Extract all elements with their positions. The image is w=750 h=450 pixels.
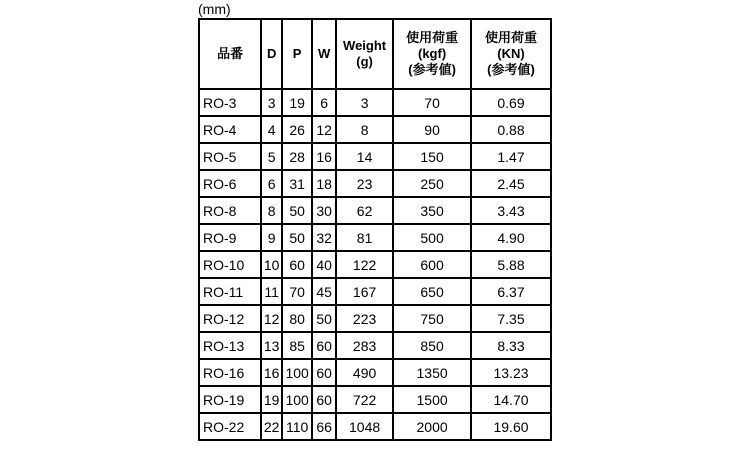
cell-weight: 283: [336, 332, 393, 359]
cell-p: 70: [282, 278, 312, 305]
cell-d: 9: [261, 224, 282, 251]
header-row: [199, 19, 551, 89]
cell-weight: 62: [336, 197, 393, 224]
cell-weight: 81: [336, 224, 393, 251]
cell-p: 100: [282, 386, 312, 413]
cell-d: 13: [261, 332, 282, 359]
cell-w: 12: [312, 116, 336, 143]
cell-name: RO-3: [199, 89, 261, 116]
cell-name: RO-5: [199, 143, 261, 170]
cell-weight: 122: [336, 251, 393, 278]
cell-kgf: 2000: [393, 413, 471, 440]
cell-kn: 13.23: [471, 359, 551, 386]
cell-d: 3: [261, 89, 282, 116]
cell-p: 85: [282, 332, 312, 359]
cell-p: 80: [282, 305, 312, 332]
cell-kgf: 250: [393, 170, 471, 197]
cell-name: RO-10: [199, 251, 261, 278]
header-load-kn: [471, 19, 551, 89]
cell-kn: 4.90: [471, 224, 551, 251]
cell-p: 31: [282, 170, 312, 197]
cell-w: 6: [312, 89, 336, 116]
cell-w: 16: [312, 143, 336, 170]
cell-p: 28: [282, 143, 312, 170]
cell-p: 110: [282, 413, 312, 440]
header-weight: [336, 19, 393, 89]
cell-name: RO-12: [199, 305, 261, 332]
header-d: D: [261, 19, 282, 89]
cell-w: 18: [312, 170, 336, 197]
cell-kgf: 70: [393, 89, 471, 116]
cell-p: 60: [282, 251, 312, 278]
cell-weight: 722: [336, 386, 393, 413]
table-header: [199, 19, 551, 89]
cell-kn: 2.45: [471, 170, 551, 197]
cell-name: RO-8: [199, 197, 261, 224]
cell-kn: 19.60: [471, 413, 551, 440]
cell-p: 50: [282, 224, 312, 251]
cell-name: RO-16: [199, 359, 261, 386]
cell-kgf: 500: [393, 224, 471, 251]
cell-weight: 223: [336, 305, 393, 332]
header-load-kgf-line1: 使用荷重: [406, 30, 459, 45]
cell-weight: 14: [336, 143, 393, 170]
cell-d: 8: [261, 197, 282, 224]
cell-weight: 23: [336, 170, 393, 197]
table-row: [199, 413, 551, 440]
cell-kn: 14.70: [471, 386, 551, 413]
cell-w: 40: [312, 251, 336, 278]
cell-kn: 3.43: [471, 197, 551, 224]
table-row: [199, 278, 551, 305]
cell-w: 60: [312, 386, 336, 413]
cell-name: RO-4: [199, 116, 261, 143]
cell-name: RO-11: [199, 278, 261, 305]
cell-kgf: 850: [393, 332, 471, 359]
cell-kn: 0.69: [471, 89, 551, 116]
cell-kgf: 750: [393, 305, 471, 332]
header-weight-line1: Weight: [343, 38, 387, 53]
cell-kn: 6.37: [471, 278, 551, 305]
table-row: [199, 359, 551, 386]
table-row: [199, 224, 551, 251]
table-row: [199, 170, 551, 197]
header-weight-line2: (g): [356, 54, 373, 69]
header-name: 品番: [199, 19, 261, 89]
cell-w: 60: [312, 332, 336, 359]
table-row: [199, 116, 551, 143]
cell-w: 60: [312, 359, 336, 386]
cell-weight: 167: [336, 278, 393, 305]
cell-name: RO-19: [199, 386, 261, 413]
table-row: [199, 332, 551, 359]
cell-kn: 5.88: [471, 251, 551, 278]
cell-name: RO-22: [199, 413, 261, 440]
cell-d: 22: [261, 413, 282, 440]
table-row: [199, 386, 551, 413]
cell-d: 5: [261, 143, 282, 170]
spec-table: [198, 18, 552, 441]
cell-d: 10: [261, 251, 282, 278]
cell-name: RO-13: [199, 332, 261, 359]
table-row: [199, 197, 551, 224]
cell-kgf: 650: [393, 278, 471, 305]
cell-kgf: 1500: [393, 386, 471, 413]
cell-p: 50: [282, 197, 312, 224]
cell-kgf: 600: [393, 251, 471, 278]
table-body: [199, 89, 551, 440]
cell-p: 100: [282, 359, 312, 386]
cell-name: RO-6: [199, 170, 261, 197]
cell-p: 26: [282, 116, 312, 143]
header-load-kn-line2: (KN): [497, 46, 525, 61]
cell-d: 19: [261, 386, 282, 413]
cell-d: 11: [261, 278, 282, 305]
cell-kgf: 90: [393, 116, 471, 143]
cell-p: 19: [282, 89, 312, 116]
header-load-kn-line3: (参考値): [487, 62, 535, 77]
cell-kgf: 1350: [393, 359, 471, 386]
cell-d: 12: [261, 305, 282, 332]
header-load-kgf-line2: (kgf): [417, 46, 447, 61]
header-load-kgf-line3: (参考値): [408, 62, 456, 77]
cell-kn: 0.88: [471, 116, 551, 143]
cell-w: 45: [312, 278, 336, 305]
cell-weight: 490: [336, 359, 393, 386]
cell-kn: 1.47: [471, 143, 551, 170]
cell-d: 6: [261, 170, 282, 197]
header-w: W: [312, 19, 336, 89]
unit-label: (mm): [198, 1, 231, 17]
cell-kgf: 150: [393, 143, 471, 170]
cell-kgf: 350: [393, 197, 471, 224]
cell-d: 4: [261, 116, 282, 143]
header-p: P: [282, 19, 312, 89]
header-load-kn-line1: 使用荷重: [485, 30, 538, 45]
table-row: [199, 305, 551, 332]
cell-w: 66: [312, 413, 336, 440]
cell-weight: 1048: [336, 413, 393, 440]
header-load-kgf: [393, 19, 471, 89]
cell-d: 16: [261, 359, 282, 386]
table-row: [199, 251, 551, 278]
cell-name: RO-9: [199, 224, 261, 251]
cell-kn: 8.33: [471, 332, 551, 359]
cell-w: 50: [312, 305, 336, 332]
cell-w: 30: [312, 197, 336, 224]
cell-weight: 3: [336, 89, 393, 116]
cell-w: 32: [312, 224, 336, 251]
cell-weight: 8: [336, 116, 393, 143]
cell-kn: 7.35: [471, 305, 551, 332]
table-row: [199, 143, 551, 170]
table-row: [199, 89, 551, 116]
